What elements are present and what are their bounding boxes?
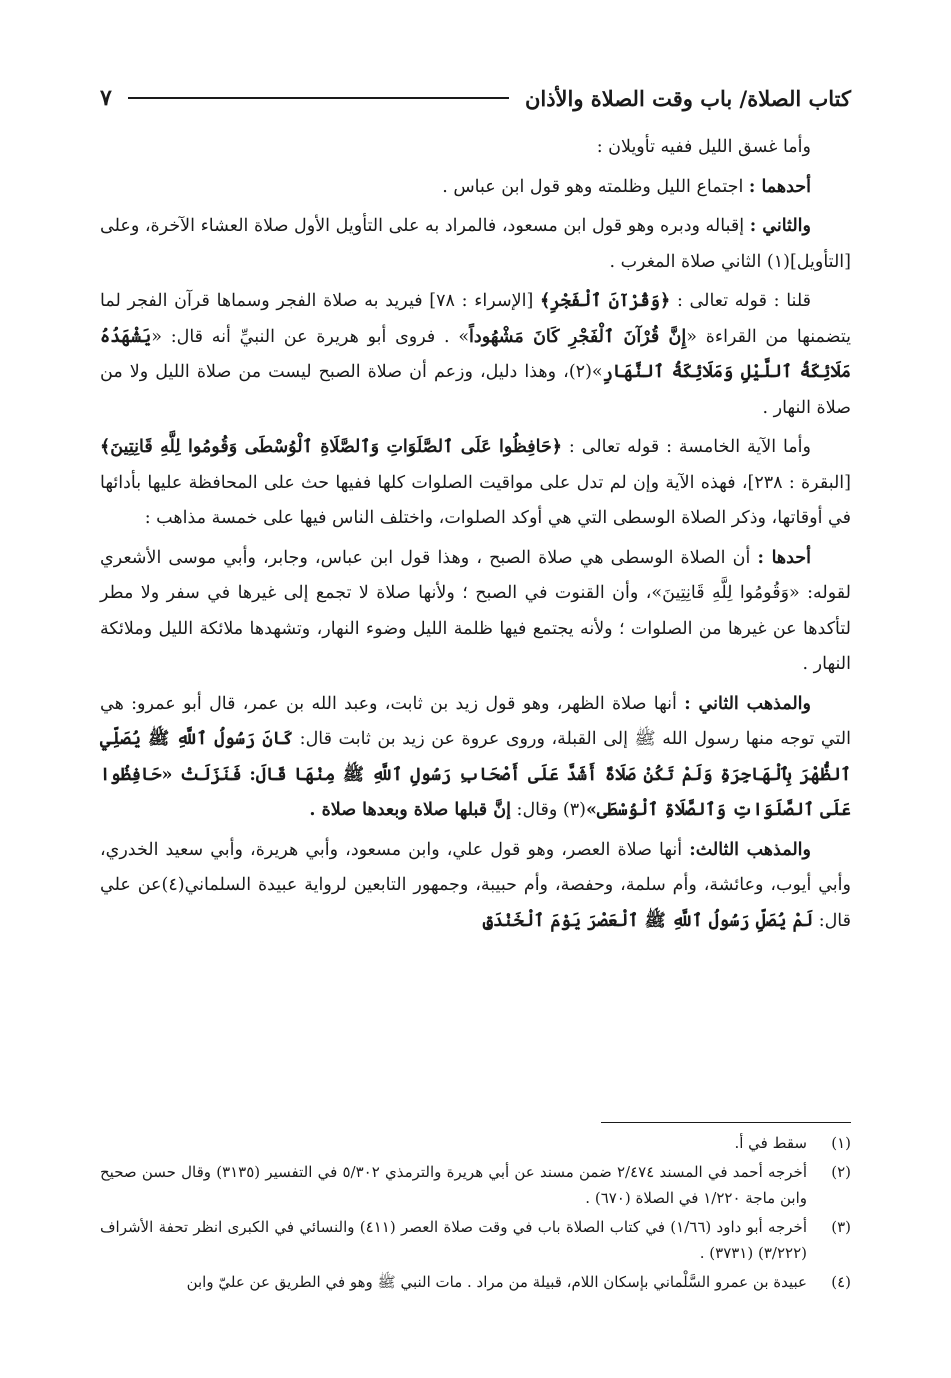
footnote-text: عبيدة بن عمرو السَّلْماني بإسكان اللام، قبيلة من مراد . مات النبي ﷺ وهو في الطريق عن عليّ وابن <box>186 1273 807 1291</box>
hadith-quote: لَمْ يُصَلِّ رَسُولُ ٱللَّهِ ﷺ ٱلْعَصْرَ يَوْمَ ٱلْخَنْدَقِ <box>482 910 814 931</box>
running-header <box>100 80 851 116</box>
paragraph-text: وأما الآية الخامسة : قوله تعالى : <box>562 437 811 457</box>
footnote-number: (٢) <box>831 1163 851 1181</box>
header-title: كتاب الصلاة/ باب وقت الصلاة والأذان <box>524 85 851 111</box>
paragraph-text: اجتماع الليل وظلمته وهو قول ابن عباس . <box>442 176 749 197</box>
footnote-number: (٣) <box>831 1218 851 1236</box>
quran-quote: إِنَّ قُرْآنَ ٱلْفَجْرِ كَانَ مَشْهُوداً <box>469 326 687 347</box>
paragraph-text: أن الصلاة الوسطى هي صلاة الصبح ، وهذا قول ابن عباس، وجابر، وأبي موسى الأشعري لقوله: «وَقُومُوا لِلَّهِ قَانِتِينَ»، وأن القنوت في الصبح ؛ ولأنها صلاة لا تجمع إلى غيرها في سفر ولا مطر لتأكدها عن غيرها من الصلوات ؛ ولأنه يجتمع فيها ظلمة الليل وضوء النهار، وتشهدها ملائكة الليل وملائكة النهار . <box>100 547 851 674</box>
quran-quote: ﴿حَافِظُوا عَلَى ٱلصَّلَوَاتِ وَٱلصَّلَاةِ ٱلْوُسْطَى وَقُومُوا لِلَّهِ قَانِتِينَ﴾ <box>100 437 563 457</box>
hadith-quote: كَانَ رَسُولُ ٱللَّهِ ﷺ يُصَلِّي ٱلظُّهْرَ بِٱلْهَاجِرَةِ وَلَمْ تَكُنْ صَلَاةٌ أَشَدَّ عَلَى أَصْحَابِ رَسُولِ ٱللَّهِ ﷺ مِنْهَا قَالَ: فَنَزَلَتْ «حَافِظُوا عَلَى ٱلصَّلَوَاتِ وَٱلصَّلَاةِ ٱلْوُسْطَى» <box>100 729 851 820</box>
footnotes <box>100 1130 851 1298</box>
footnote <box>100 1130 851 1156</box>
paragraph-text: قلنا : قوله تعالى : <box>670 291 811 311</box>
paragraph-text: أنها صلاة العصر، وهو قول علي، وابن مسعود، وأبي هريرة، وأبي سعيد الخدري، وأبي أيوب، وعائشة، وأم سلمة، وحفصة، وأم حبيبة، وجمهور التابعين لرواية عبيدة السلماني(٤)عن علي قال: <box>100 839 851 931</box>
paragraph-text: [الإسراء : ٧٨] فيريد به صلاة الفجر وسماها قرآن الفجر لما يتضمنها من القراءة « <box>100 291 851 347</box>
paragraph-text: أنها صلاة الظهر، وهو قول زيد بن ثابت، وعبد الله بن عمر، قال أبو عمرو: هي التي توجه منها رسول الله ﷺ إلى القبلة، وروى عروة عن زيد بن ثابت قال: <box>100 693 851 749</box>
paragraph <box>100 833 851 940</box>
paragraph-label: والثاني : <box>749 216 811 236</box>
footnote <box>100 1269 851 1295</box>
paragraph-text: » . فروى أبو هريرة عن النبيِّ أنه قال: « <box>151 326 470 347</box>
footnote <box>100 1214 851 1266</box>
footnote-number: (٤) <box>831 1273 851 1291</box>
paragraph <box>100 541 851 683</box>
bold-text: إنَّ قبلها صلاة وبعدها صلاة . <box>309 800 511 820</box>
footnote <box>100 1159 851 1211</box>
hadith-quote: يَشْهَدُهُ مَلَائِكَةُ ٱللَّيْلِ وَمَلَائِكَةُ ٱلنَّهَارِ <box>100 326 851 382</box>
footnote-number: (١) <box>831 1134 851 1152</box>
paragraph-text: (٣) وقال: <box>510 800 586 820</box>
main-text <box>100 130 851 943</box>
paragraph-text: [البقرة : ٢٣٨]، فهذه الآية وإن لم تدل على مواقيت الصلوات كلها ففيها حث على المحافظة عليها بأدائها في أوقاتها، وذكر الصلاة الوسطى التي هي أوكد الصلوات، واختلف الناس فيها على خمسة مذاهب : <box>100 472 851 528</box>
paragraph-label: والمذهب الثالث: <box>689 839 811 860</box>
quran-quote: ﴿وَقُرْآنَ ٱلْفَجْرِ﴾ <box>539 291 671 311</box>
header-rule <box>128 97 509 99</box>
paragraph <box>100 130 851 166</box>
paragraph-label: أحدهما : <box>748 176 811 197</box>
footnote-divider <box>601 1122 851 1123</box>
paragraph <box>100 209 851 280</box>
paragraph <box>100 430 851 537</box>
paragraph <box>100 284 851 426</box>
paragraph <box>100 170 851 206</box>
paragraph-text: »(٢)، وهذا دليل، وزعم أن صلاة الصبح ليست من صلاة الليل ولا من صلاة النهار . <box>100 362 851 418</box>
paragraph-label: أحدها : <box>757 547 811 568</box>
paragraph <box>100 687 851 829</box>
footnote-text: أخرجه أبو داود (١/٦٦) في كتاب الصلاة باب في وقت صلاة العصر (٤١١) والنسائي في الكبرى انظر تحفة الأشراف (٣/٢٢٢) (٣٧٣١) . <box>100 1218 807 1262</box>
footnote-text: سقط في أ. <box>734 1134 807 1152</box>
paragraph-text: إقباله ودبره وهو قول ابن مسعود، فالمراد به على التأويل الأول صلاة العشاء الآخرة، وعلى [التأويل](١) الثاني صلاة المغرب . <box>100 216 851 272</box>
paragraph-text: وأما غسق الليل ففيه تأويلان : <box>596 137 811 157</box>
page-number: ٧ <box>100 85 112 111</box>
footnote-text: أخرجه أحمد في المسند ٢/٤٧٤ ضمن مسند عن أبي هريرة والترمذي ٥/٣٠٢ في التفسير (٣١٣٥) وقال حسن صحيح وابن ماجة ١/٢٢٠ في الصلاة (٦٧٠) . <box>100 1163 807 1207</box>
paragraph-label: والمذهب الثاني : <box>684 693 811 714</box>
